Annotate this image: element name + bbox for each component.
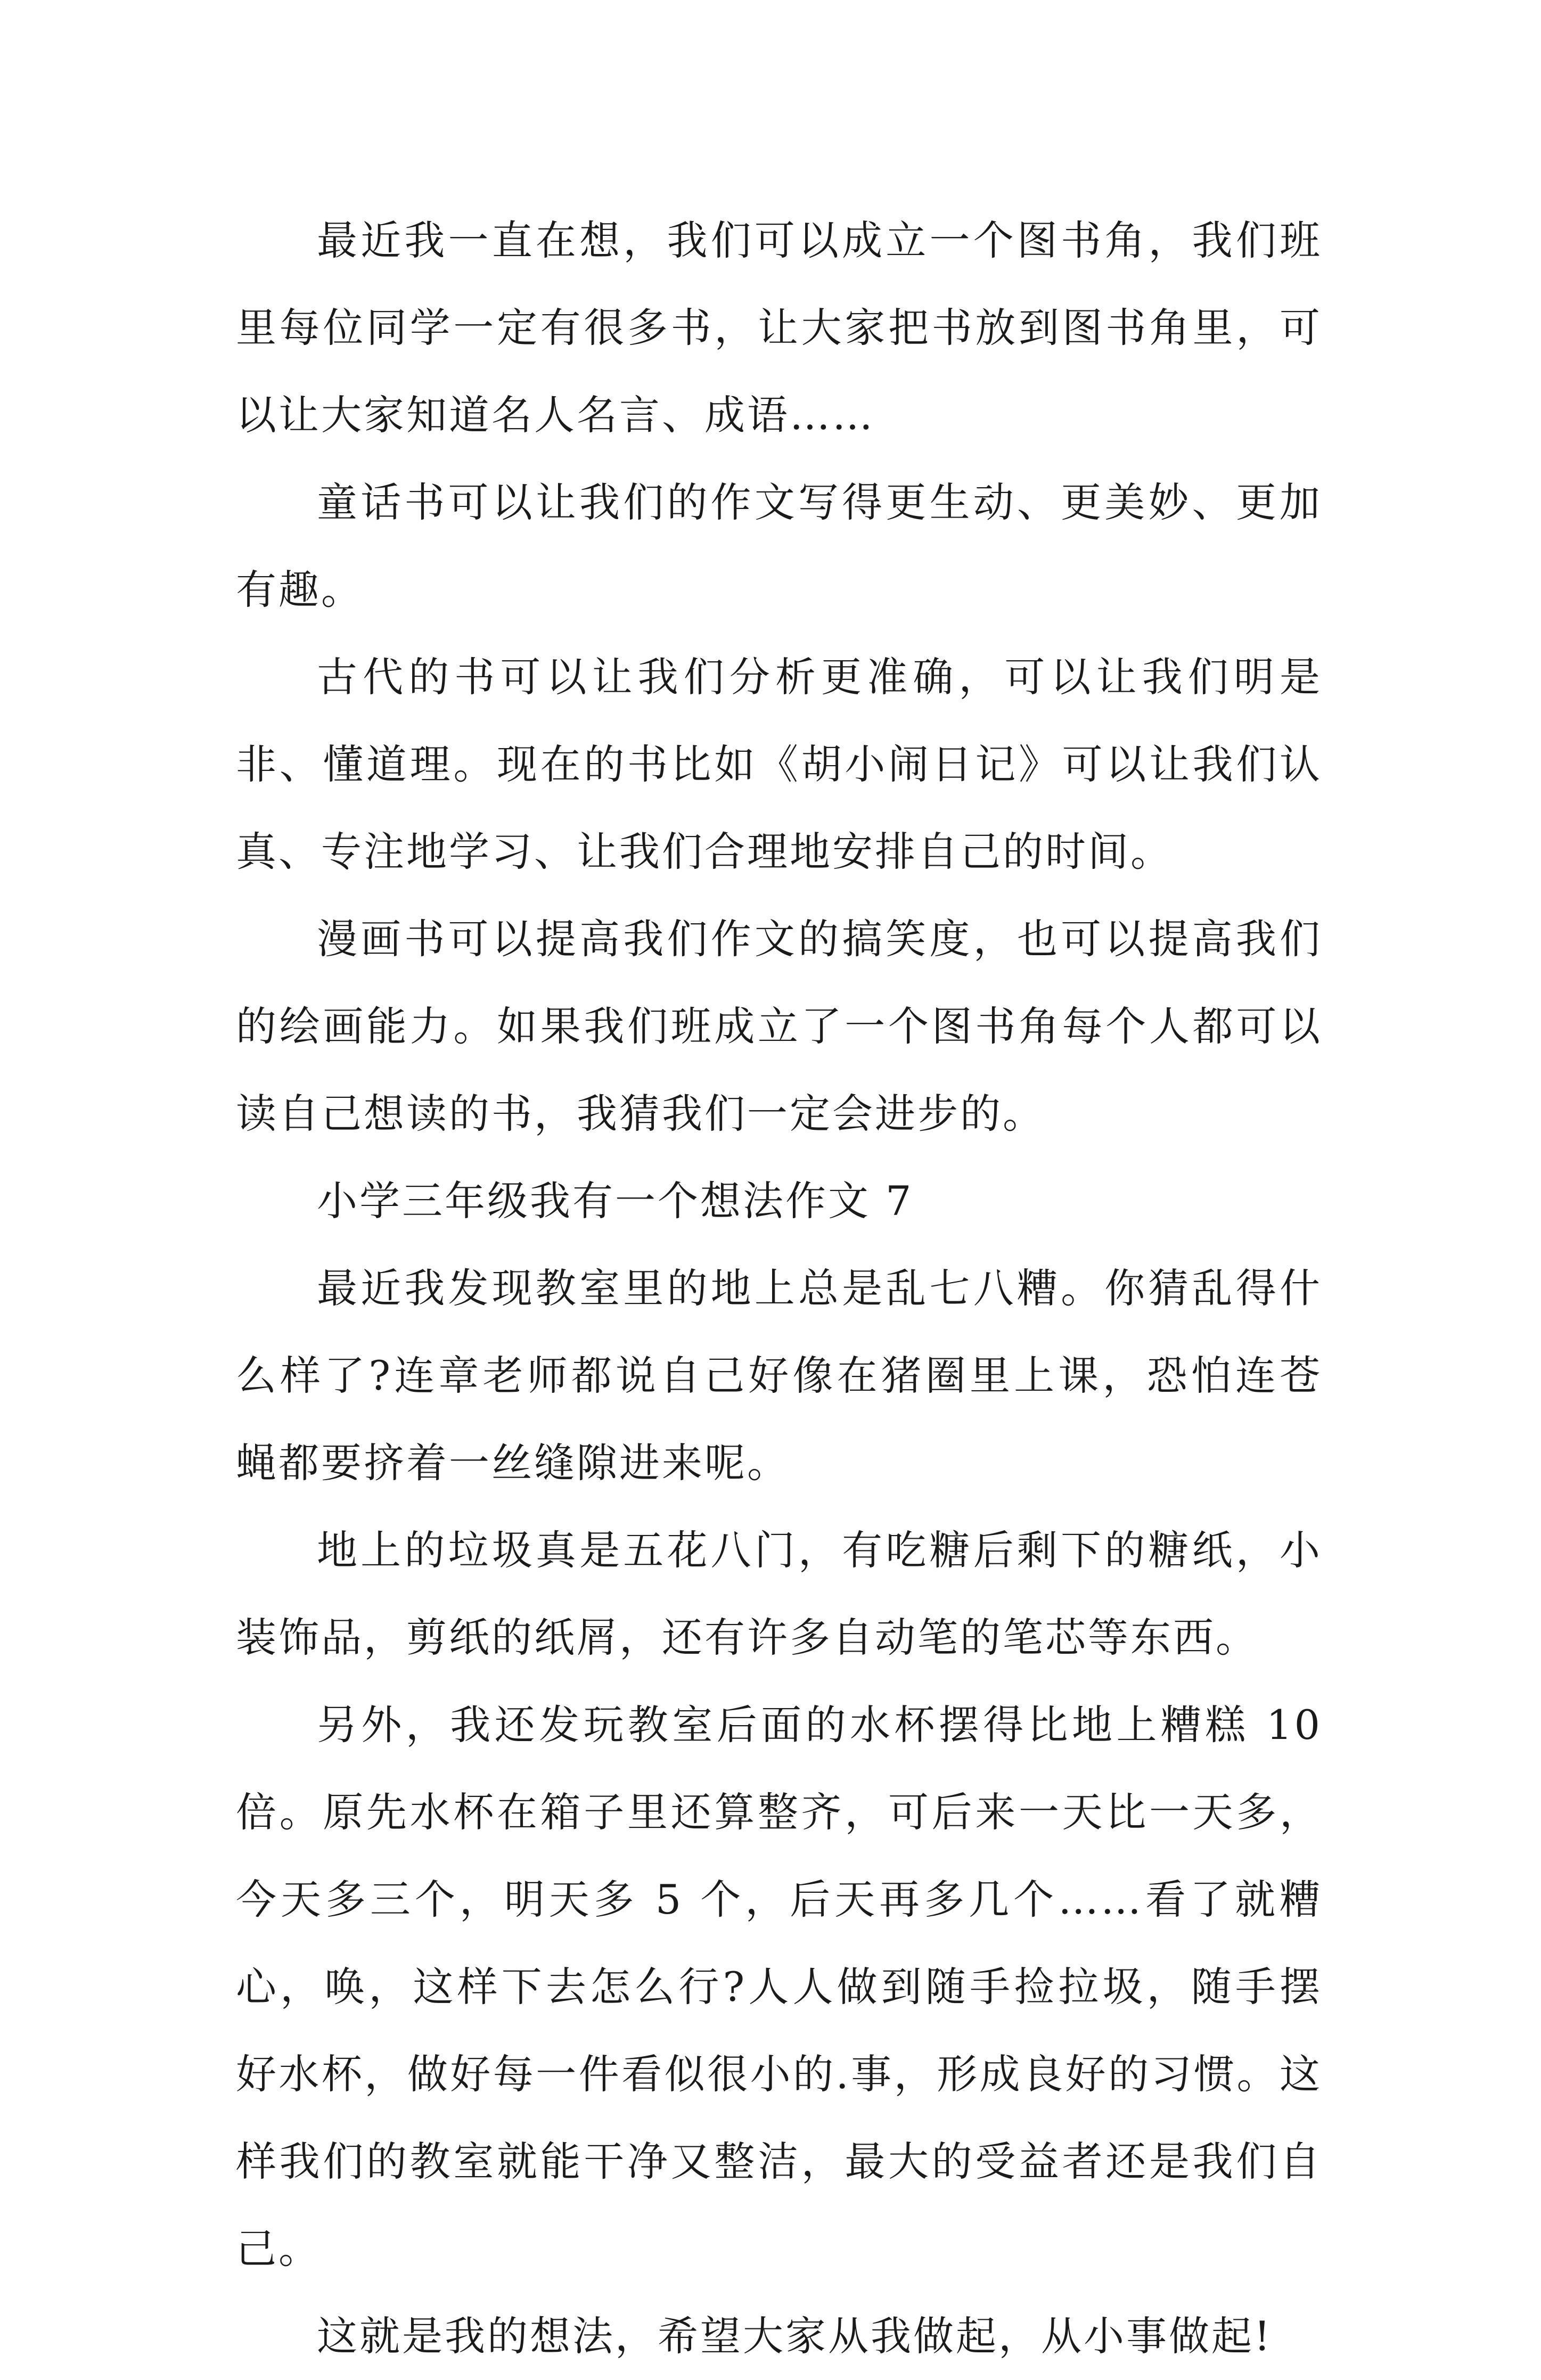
paragraph: 最近我一直在想，我们可以成立一个图书角，我们班里每位同学一定有很多书，让大家把书放到图书角里，可以让大家知道名人名言、成语……: [236, 217, 1322, 439]
essay-body: [236, 197, 1322, 2380]
paragraph: 古代的书可以让我们分析更准确，可以让我们明是非、懂道理。现在的书比如《胡小闹日记》可以让我们认真、专注地学习、让我们合理地安排自己的时间。: [236, 653, 1322, 875]
paragraph: 这就是我的想法，希望大家从我做起，从小事做起!: [317, 2312, 1273, 2360]
paragraph: 童话书可以让我们的作文写得更生动、更美妙、更加有趣。: [236, 479, 1322, 613]
essay-heading: 小学三年级我有一个想法作文 7: [317, 1177, 914, 1225]
paragraph: 另外，我还发玩教室后面的水杯摆得比地上糟糕 10 倍。原先水杯在箱子里还算整齐，可后来一天比一天多，今天多三个，明天多 5 个，后天再多几个……看了就糟心，唤，这样下去怎么行?人人做到随手捡拉圾，随手摆好水杯，做好每一件看似很小的.事，形成良好的习惯。这样我们的教室就能干净又整洁，最大的受益者还是我们自己。: [236, 1701, 1322, 2272]
paragraph: 漫画书可以提高我们作文的搞笑度，也可以提高我们的绘画能力。如果我们班成立了一个图书角每个人都可以读自己想读的书，我猜我们一定会进步的。: [236, 915, 1322, 1137]
paragraph: 地上的垃圾真是五花八门，有吃糖后剩下的糖纸，小装饰品，剪纸的纸屑，还有许多自动笔的笔芯等东西。: [236, 1527, 1322, 1661]
paragraph: 最近我发现教室里的地上总是乱七八糟。你猜乱得什么样了?连章老师都说自己好像在猪圈里上课，恐怕连苍蝇都要挤着一丝缝隙进来呢。: [236, 1265, 1322, 1487]
